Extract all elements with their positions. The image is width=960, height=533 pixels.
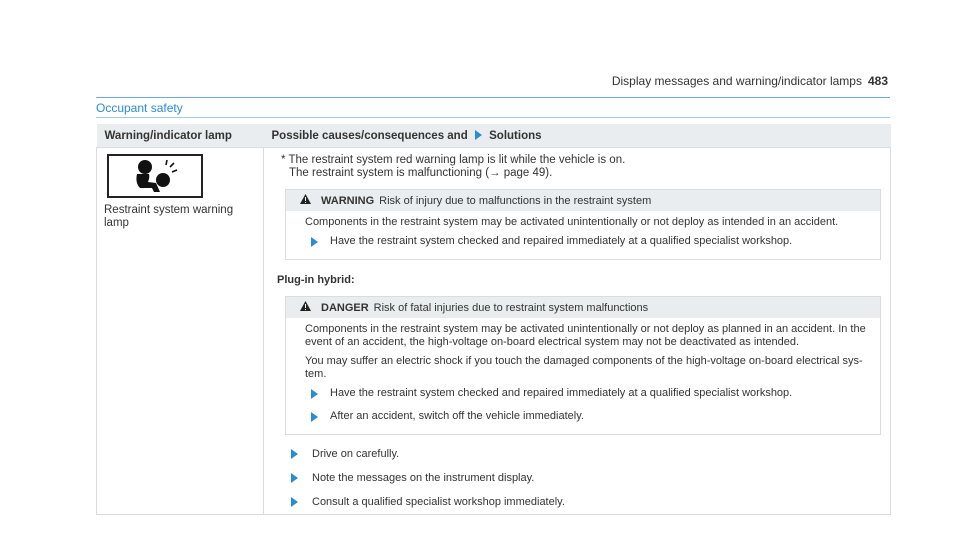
danger-text-1: Components in the restraint system may be activated unintentionally or not deploy as planned in an accident. In the event of an accident, the high-voltage on-board electrical system may not be deactivated as intended.: [305, 323, 866, 348]
warning-box-header: [286, 190, 880, 211]
causes-cell: [264, 148, 891, 515]
step-arrow-icon: [311, 237, 318, 247]
step-arrow-icon: [291, 449, 298, 459]
table-row: [97, 148, 891, 515]
col-header-causes-label: Possible causes/consequences and: [271, 129, 468, 142]
danger-box-body: [286, 318, 880, 434]
step-arrow-icon: [291, 473, 298, 483]
danger-step-2: [305, 410, 870, 423]
danger-step-2-text: After an accident, switch off the vehicle immediately.: [330, 410, 584, 422]
col-header-causes: [264, 124, 891, 148]
warning-triangle-icon: [300, 301, 311, 314]
step-text: Drive on carefully.: [312, 448, 400, 460]
header-rule: [96, 97, 890, 98]
warning-step-text: Have the restraint system checked and repaired immediately at a qualified specialist workshop.: [330, 235, 793, 247]
list-item: [285, 448, 881, 460]
cause-line-2: The restraint system is malfunctioning (→ page 49).: [289, 167, 553, 179]
col-header-lamp: Warning/indicator lamp: [97, 124, 264, 148]
running-header-title: Display messages and warning/indicator lamps: [611, 74, 862, 88]
airbag-person-icon: [107, 154, 203, 198]
warning-label: WARNING: [321, 194, 375, 207]
section-rule: [96, 117, 890, 118]
danger-box: [285, 296, 881, 435]
col-header-solutions-label: Solutions: [489, 129, 542, 142]
page-number: 483: [867, 74, 888, 88]
warning-box-body: [286, 211, 880, 259]
arrow-icon: [475, 130, 482, 140]
cause-text: [281, 154, 881, 180]
step-text: Note the messages on the instrument display.: [312, 472, 535, 484]
step-arrow-icon: [311, 412, 318, 422]
danger-label: DANGER: [321, 301, 369, 314]
lamp-cell: [97, 148, 264, 515]
running-header: [612, 74, 888, 88]
warning-box: [285, 189, 881, 260]
step-arrow-icon: [311, 389, 318, 399]
warning-lamp-table: [96, 124, 891, 515]
warning-triangle-icon: [300, 194, 311, 207]
list-item: [285, 496, 881, 508]
danger-box-header: [286, 297, 880, 318]
danger-title: Risk of fatal injuries due to restraint system malfunctions: [373, 301, 649, 314]
plugin-hybrid-heading: Plug-in hybrid:: [277, 274, 355, 286]
warning-step: [305, 235, 870, 248]
step-text: Consult a qualified specialist workshop immediately.: [312, 496, 565, 508]
danger-step-1-text: Have the restraint system checked and repaired immediately at a qualified specialist workshop.: [330, 387, 793, 399]
section-title: Occupant safety: [96, 101, 183, 115]
list-item: [285, 472, 881, 484]
danger-text-2: You may suffer an electric shock if you touch the damaged components of the high-voltage on-board electrical sys-tem.: [305, 355, 863, 380]
warning-title: Risk of injury due to malfunctions in the restraint system: [379, 194, 652, 207]
table-header-row: [97, 124, 891, 148]
cause-line-1: * The restraint system red warning lamp is lit while the vehicle is on.: [281, 154, 626, 166]
warning-text: Components in the restraint system may be activated unintentionally or not deploy as intended in an accident.: [305, 216, 839, 228]
danger-step-1: [305, 387, 870, 400]
step-arrow-icon: [291, 497, 298, 507]
lamp-caption: Restraint system warning lamp: [104, 204, 234, 229]
